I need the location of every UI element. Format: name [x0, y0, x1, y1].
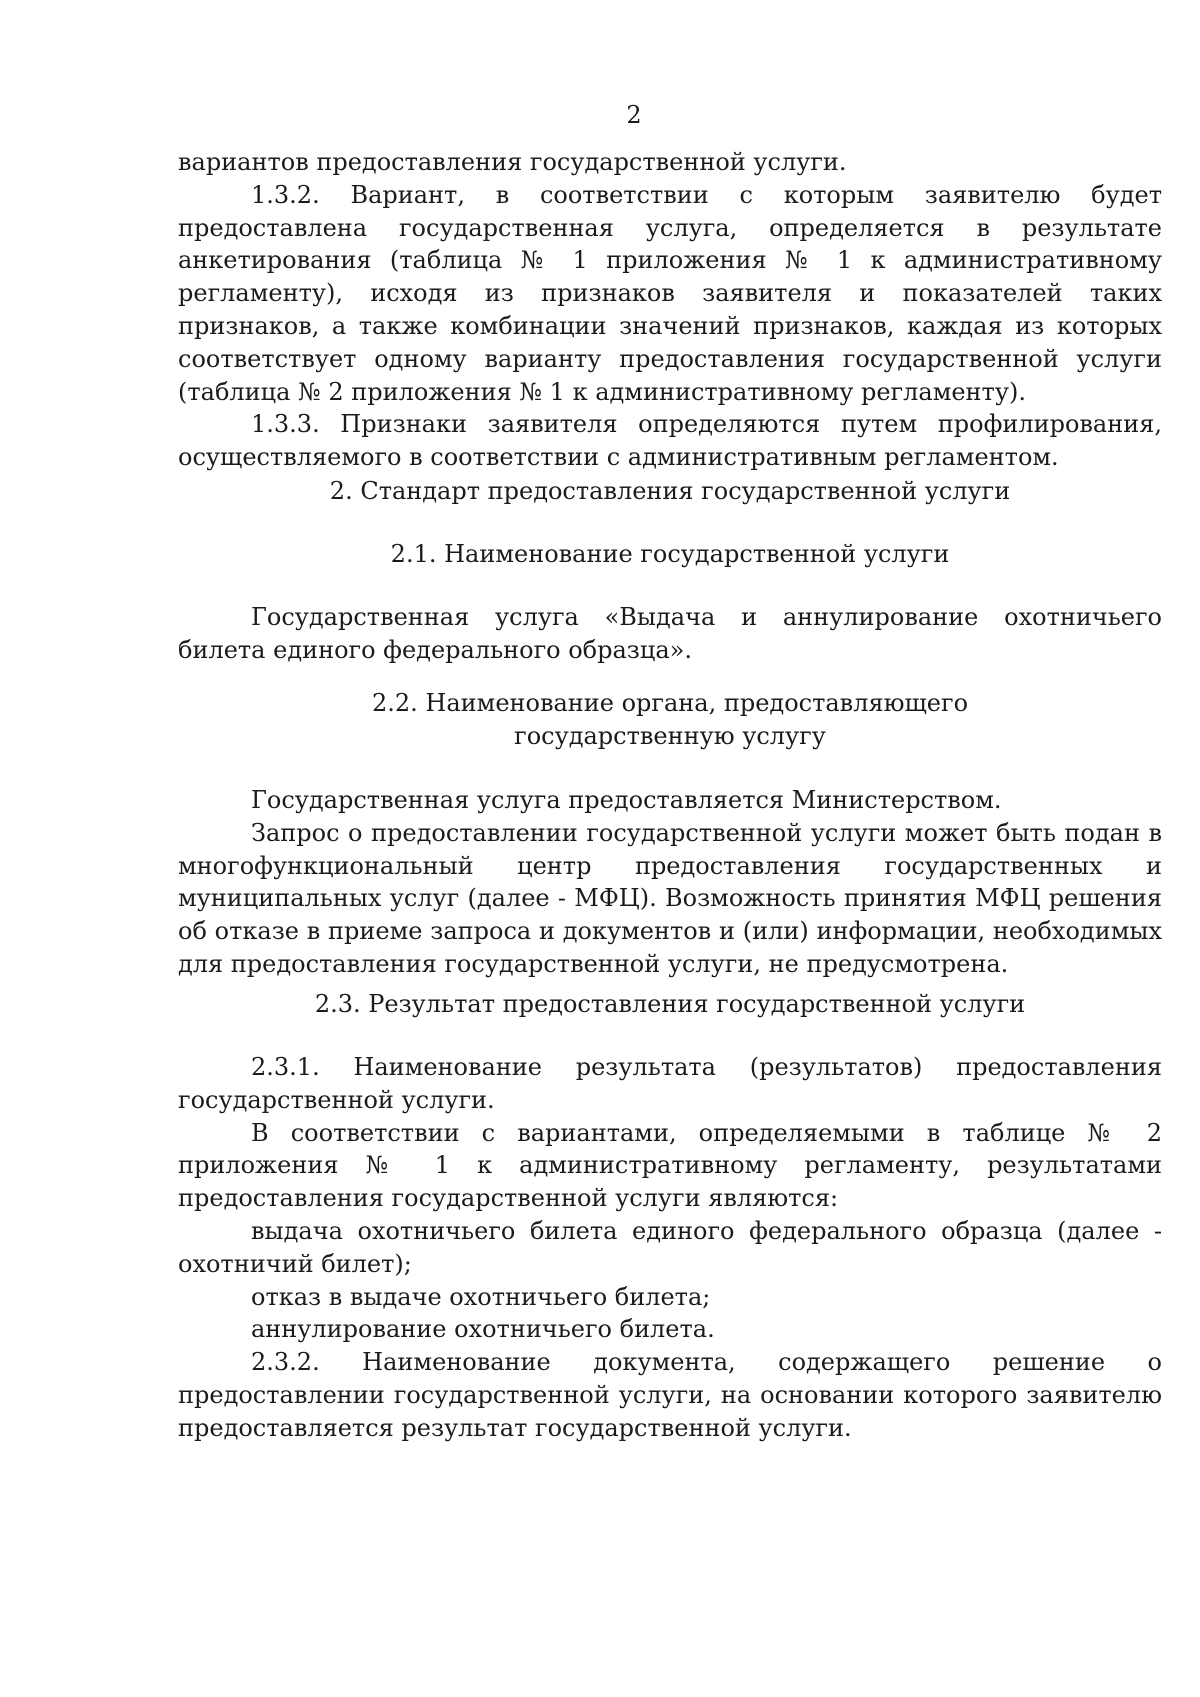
list-item-annulment: аннулирование охотничьего билета.	[251, 1315, 715, 1344]
section-2-3-heading: 2.3. Результат предоставления государственной услуги	[314, 990, 1026, 1018]
section-2-1-heading-block	[178, 538, 1162, 571]
section-2-heading: 2. Стандарт предоставления государственной услуги	[329, 477, 1011, 505]
paragraph-2-3-1: 2.3.1. Наименование результата (результатов) предоставления государственной услуги.	[178, 1053, 1162, 1114]
paragraph-1-3-2: 1.3.2. Вариант, в соответствии с которым заявителю будет предоставлена государственная услуга, определяется в результате анкетирования (таблица № 1 приложения № 1 к административному регламенту), исходя из признаков заявителя и показателей таких признаков, а также комбинации значений признаков, каждая из которых соответствует одному варианту предоставления государственной услуги (таблица № 2 приложения № 1 к административному регламенту).	[178, 180, 1162, 406]
section-2-1-text	[178, 601, 1162, 667]
page-number: 2	[626, 101, 642, 129]
section-2-2-heading-block	[178, 687, 1162, 753]
paragraph-2-3-2: 2.3.2. Наименование документа, содержащего решение о предоставлении государственной услуги, на основании которого заявителю предоставляется результат государственной услуги.	[178, 1348, 1162, 1442]
section-2-2-heading-line1: 2.2. Наименование органа, предоставляющего	[371, 689, 969, 717]
paragraph-2-2-1: Государственная услуга предоставляется Министерством.	[251, 786, 1002, 814]
section-2-2-heading-line2: государственную услугу	[514, 721, 826, 750]
paragraph-continuation: вариантов предоставления государственной услуги.	[178, 148, 847, 176]
list-item-refusal: отказ в выдаче охотничьего билета;	[251, 1282, 711, 1311]
section-1-3-text	[178, 146, 1162, 474]
section-2-1-heading: 2.1. Наименование государственной услуги	[390, 540, 950, 568]
section-2-2-text	[178, 784, 1162, 981]
paragraph-2-3-results-intro: В соответствии с вариантами, определяемыми в таблице № 2 приложения № 1 к административному регламенту, результатами предоставления государственной услуги являются:	[178, 1118, 1162, 1213]
section-2-3-heading-block	[178, 988, 1162, 1021]
section-2-3-text	[178, 1051, 1162, 1445]
list-item-issue: выдача охотничьего билета единого федерального образца (далее - охотничий билет);	[178, 1216, 1162, 1278]
paragraph-2-2-2: Запрос о предоставлении государственной услуги может быть подан в многофункциональный центр предоставления государственных и муниципальных услуг (далее - МФЦ). Возможность принятия МФЦ решения об отказе в приеме запроса и документов и (или) информации, необходимых для предоставления государственной услуги, не предусмотрена.	[178, 818, 1162, 978]
paragraph-1-3-3: 1.3.3. Признаки заявителя определяются путем профилирования, осуществляемого в соответствии с административным регламентом.	[178, 410, 1162, 472]
section-2-heading-block	[178, 475, 1162, 508]
paragraph-2-1: Государственная услуга «Выдача и аннулирование охотничьего билета единого федерального образца».	[178, 603, 1162, 664]
